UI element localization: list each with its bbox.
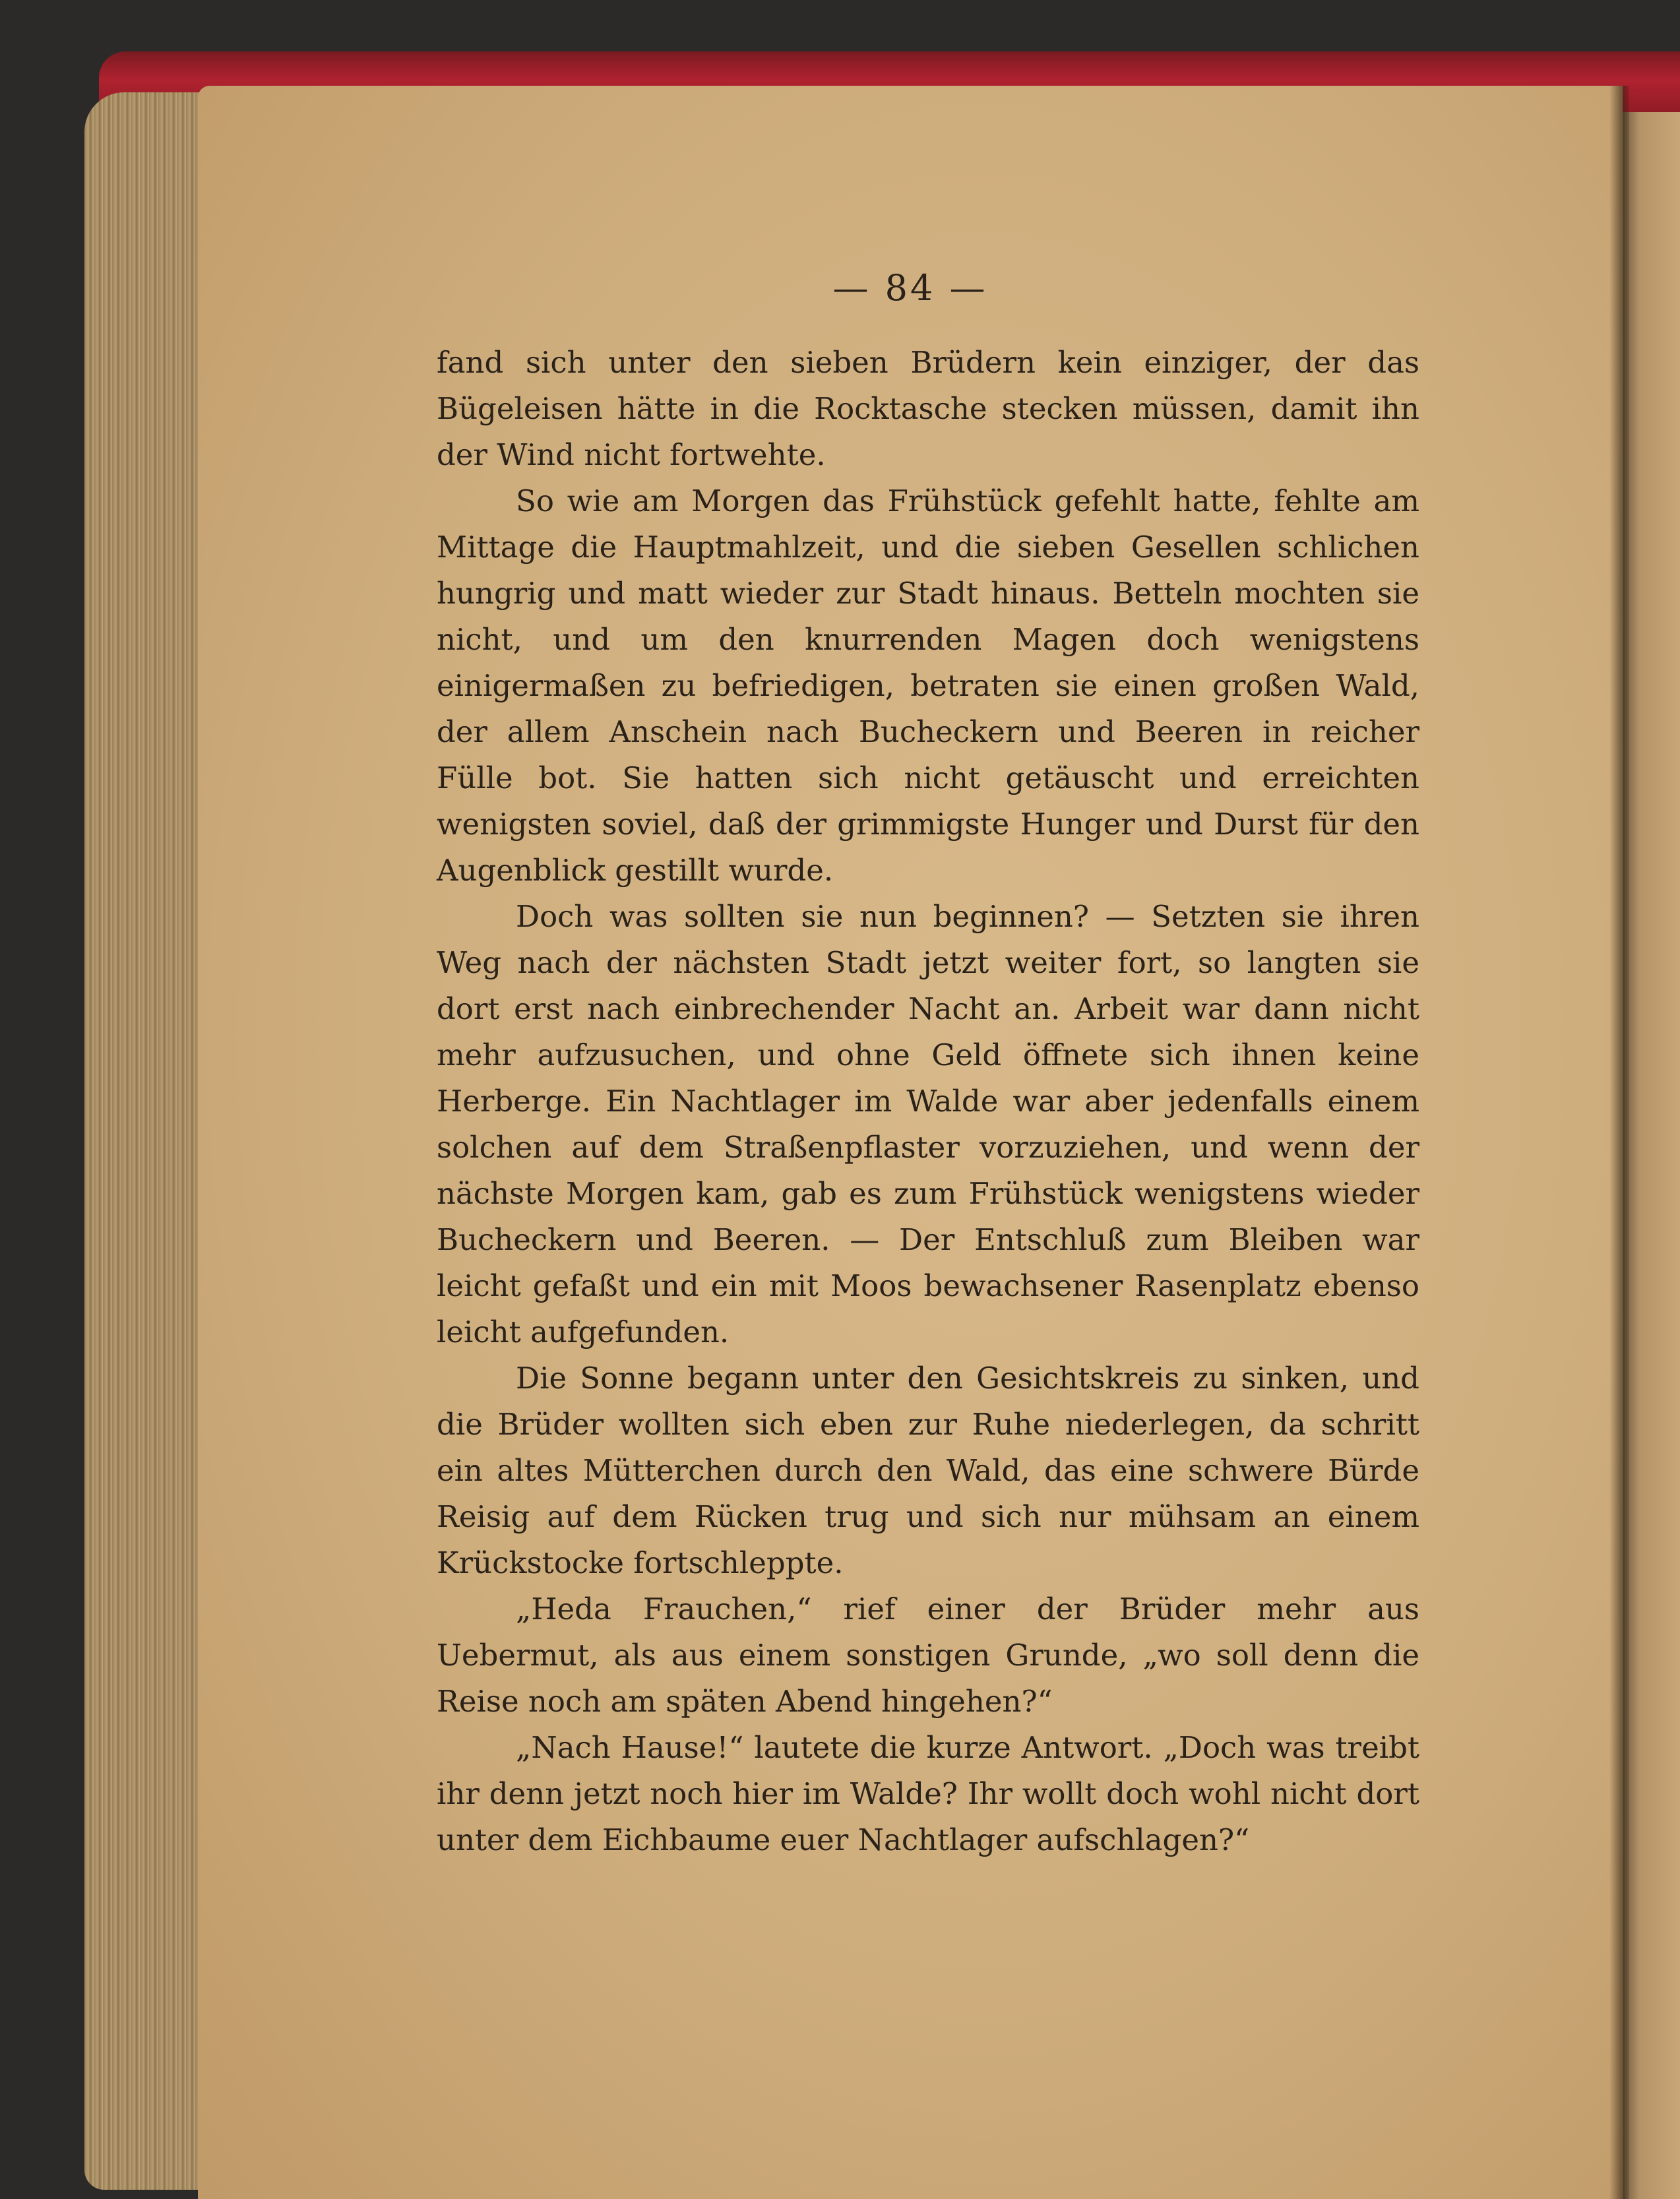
paragraph: Die Sonne begann unter den Gesichtskreis zu sinken, und die Brüder wollten sich eben zur Ruhe niederlegen, da schritt ein altes Mütterchen durch den Wald, das eine schwere Bürde Reisig auf dem Rücken trug und sich nur mühsam an einem Krückstocke fortschleppte. (437, 1361, 1419, 1580)
paragraph: „Heda Frauchen,“ rief einer der Brüder mehr aus Uebermut, als aus einem sonstigen Grunde, „wo soll denn die Reise noch am späten Abend hingehen?“ (437, 1592, 1419, 1719)
page-edges (84, 92, 216, 2190)
paragraph: fand sich unter den sieben Brüdern kein einziger, der das Bügeleisen hätte in die Rocktasche stecken müssen, damit ihn der Wind nicht fortwehte. (437, 345, 1419, 472)
facing-page (1623, 112, 1680, 2199)
paragraph: „Nach Hause!“ lautete die kurze Antwort. „Doch was treibt ihr denn jetzt noch hier im Walde? Ihr wollt doch wohl nicht dort unter dem Eichbaume euer Nachtlager aufschlagen?“ (437, 1730, 1419, 1857)
page-number: — 84 — (832, 267, 988, 309)
paragraph: So wie am Morgen das Frühstück gefehlt hatte, fehlte am Mittage die Hauptmahlzeit, und die sieben Gesellen schlichen hungrig und matt wieder zur Stadt hinaus. Betteln mochten sie nicht, und um den knurrenden Magen doch wenigstens einigermaßen zu befriedigen, betraten sie einen großen Wald, der allem Anschein nach Bucheckern und Beeren in reicher Fülle bot. Sie hatten sich nicht getäuscht und erreichten wenigsten soviel, daß der grimmigste Hunger und Durst für den Augenblick gestillt wurde. (437, 483, 1419, 888)
page-text (437, 340, 1419, 1863)
paragraph: Doch was sollten sie nun beginnen? — Setzten sie ihren Weg nach der nächsten Stadt jetzt weiter fort, so langten sie dort erst nach einbrechender Nacht an. Arbeit war dann nicht mehr aufzusuchen, und ohne Geld öffnete sich ihnen keine Herberge. Ein Nachtlager im Walde war aber jedenfalls einem solchen auf dem Straßenpflaster vorzuziehen, und wenn der nächste Morgen kam, gab es zum Frühstück wenigstens wieder Bucheckern und Beeren. — Der Entschluß zum Bleiben war leicht gefaßt und ein mit Moos bewachsener Rasenplatz ebenso leicht aufgefunden. (437, 899, 1419, 1349)
page-gutter (1609, 86, 1629, 2199)
